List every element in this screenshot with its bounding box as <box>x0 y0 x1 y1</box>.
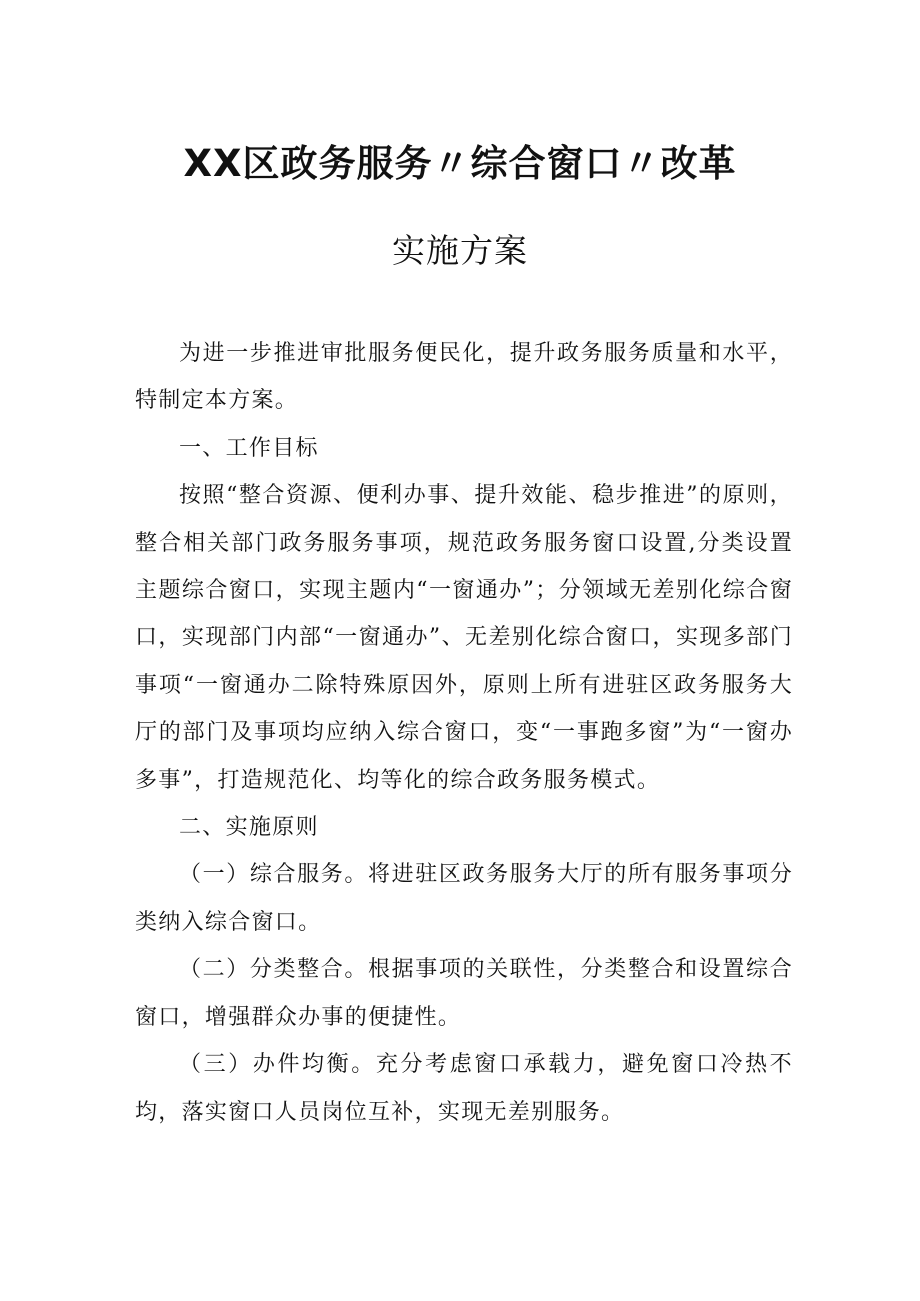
intro-paragraph: 为进一步推进审批服务便民化，提升政务服务质量和水平，特制定本方案。 <box>135 341 793 414</box>
document-title-line1: XX区政务服务〃综合窗口〃改革 <box>183 142 737 185</box>
principle-paragraph-2: （二）分类整合。根据事项的关联性，分类整合和设置综合窗口，增强群众办事的便捷性。 <box>135 957 793 1030</box>
goals-paragraph: 按照“整合资源、便利办事、提升效能、稳步推进”的原则，整合相关部门政务服务事项，规范政务服务窗口设置,分类设置主题综合窗口，实现主题内“一窗通办”；分领域无差别化综合窗口，实现部门内部“一窗通办”、无差别化综合窗口，实现多部门事项“一窗通办二除特殊原因外，原则上所有进驻区政务服务大厅的部门及事项均应纳入综合窗口，变“一事跑多窗”为“一窗办多事”，打造规范化、均等化的综合政务服务模式。 <box>135 483 793 793</box>
principle-paragraph-1: （一）综合服务。将进驻区政务服务大厅的所有服务事项分类纳入综合窗口。 <box>135 862 793 935</box>
document-title-line2: 实施方案 <box>392 231 528 270</box>
section-heading-principles: 二、实施原则 <box>179 815 319 841</box>
section-heading-goals: 一、工作目标 <box>179 435 319 461</box>
principle-paragraph-3: （三）办件均衡。充分考虑窗口承载力，避免窗口冷热不均，落实窗口人员岗位互补，实现无差别服务。 <box>135 1052 793 1125</box>
document-body <box>135 330 793 1136</box>
